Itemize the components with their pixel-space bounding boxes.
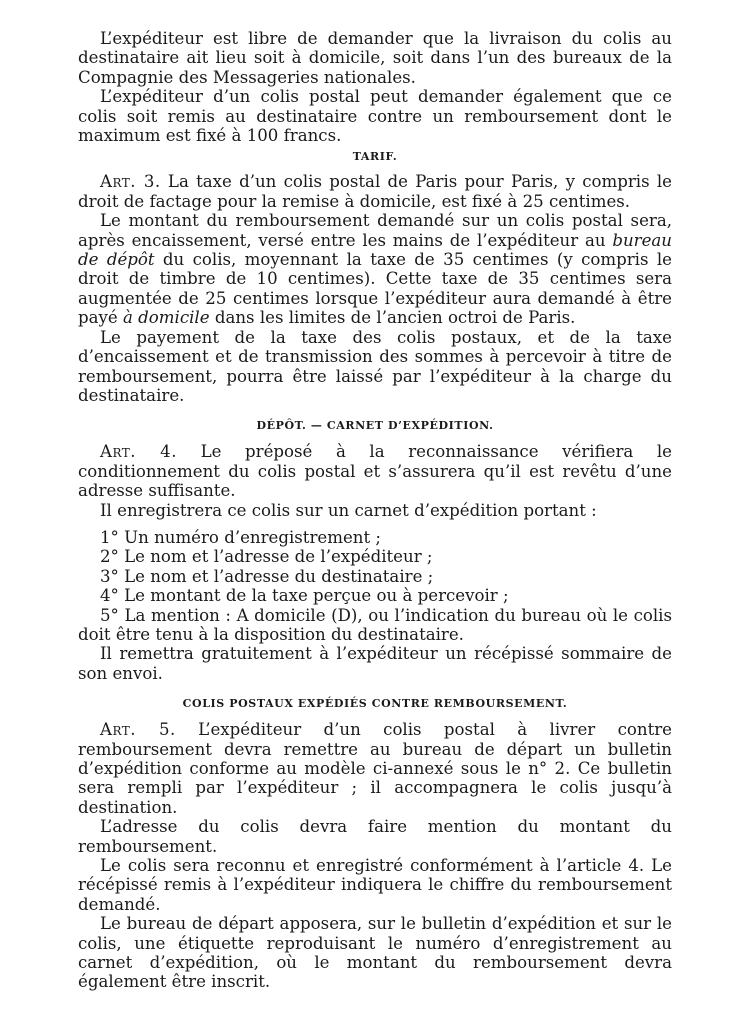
tarif-p2-before: Le montant du remboursement demandé sur un colis postal sera, après encaissement, versé entre les mains de l’expéditeur au xyxy=(78,211,672,250)
tarif-p2-italic-1: bureau de dépôt xyxy=(78,230,672,270)
article-3-text: La taxe d’un colis postal de Paris pour Paris, y compris le droit de factage pour la remise à domicile, est fixé à 25 centimes. xyxy=(78,172,672,211)
section-heading-depot: DÉPÔT. — CARNET D’EXPÉDITION. xyxy=(256,419,494,433)
list-item: 5° La mention : A domicile (D), ou l’indication du bureau où le colis doit être tenu à la disposition du destinataire. xyxy=(78,605,672,644)
intro-paragraph-2: L’expéditeur d’un colis postal peut demander également que ce colis soit remis au destinataire contre un remboursement dont le maximum est fixé à 100 francs. xyxy=(78,87,672,146)
colis-paragraph-2: L’adresse du colis devra faire mention du montant du remboursement. xyxy=(78,817,672,856)
tarif-p2-middle: du colis, moyennant la taxe de 35 centimes (y compris le droit de timbre de 10 centimes). Cette taxe de 35 centimes sera augmentée de 25 centimes lorsque l’expéditeur aura demandé à être payé xyxy=(78,250,672,328)
article-3-label: Art. 3. xyxy=(100,172,161,192)
intro-paragraph-1: L’expéditeur est libre de demander que la livraison du colis au destinataire ait lieu soit à domicile, soit dans l’un des bureaux de la Compagnie des Messageries nationales. xyxy=(78,29,672,87)
tarif-paragraph-3: Le payement de la taxe des colis postaux, et de la taxe d’encaissement et de transmission des sommes à percevoir à titre de remboursement, pourra être laissé par l’expéditeur à la charge du destinataire. xyxy=(78,327,672,405)
colis-paragraph-3: Le colis sera reconnu et enregistré conformément à l’article 4. Le récépissé remis à l’expéditeur indiquera le chiffre du remboursement demandé. xyxy=(78,856,672,914)
list-item: 1° Un numéro d’enregistrement ; xyxy=(100,527,381,547)
colis-paragraph-4: Le bureau de départ apposera, sur le bulletin d’expédition et sur le colis, une étiquette reproduisant le numéro d’enregistrement au carnet d’expédition, où le montant du remboursement devra également être inscrit. xyxy=(78,914,672,992)
depot-paragraph-2: Il enregistrera ce colis sur un carnet d’expédition portant : xyxy=(100,500,597,520)
section-heading-tarif: TARIF. xyxy=(352,150,398,164)
article-4-paragraph xyxy=(78,442,672,500)
article-4-label: Art. 4. xyxy=(100,442,178,462)
section-heading-colis: COLIS POSTAUX EXPÉDIÉS CONTRE REMBOURSEMENT. xyxy=(182,697,568,711)
article-5-paragraph xyxy=(78,720,672,817)
list-item: 3° Le nom et l’adresse du destinataire ; xyxy=(100,566,434,586)
list-item: 4° Le montant de la taxe perçue ou à percevoir ; xyxy=(100,586,509,606)
tarif-p2-italic-2: à domicile xyxy=(123,308,210,328)
article-4-text: Le préposé à la reconnaissance vérifiera le conditionnement du colis postal et s’assurera qu’il est revêtu d’une adresse suffisante. xyxy=(78,442,672,501)
article-5-label: Art. 5. xyxy=(100,720,176,740)
tarif-p2-after: dans les limites de l’ancien octroi de Paris. xyxy=(209,308,576,328)
depot-paragraph-3: Il remettra gratuitement à l’expéditeur un récépissé sommaire de son envoi. xyxy=(78,644,672,683)
article-5-text: L’expéditeur d’un colis postal à livrer contre remboursement devra remettre au bureau de départ un bulletin d’expédition conforme au modèle ci-annexé sous le n° 2. Ce bulletin sera rempli par l’expéditeur ; il accompagnera le colis jusqu’à destination. xyxy=(78,720,672,817)
tarif-paragraph-2 xyxy=(78,211,672,327)
register-items-list xyxy=(78,528,672,644)
article-3-paragraph xyxy=(78,172,672,211)
list-item: 2° Le nom et l’adresse de l’expéditeur ; xyxy=(100,547,433,567)
